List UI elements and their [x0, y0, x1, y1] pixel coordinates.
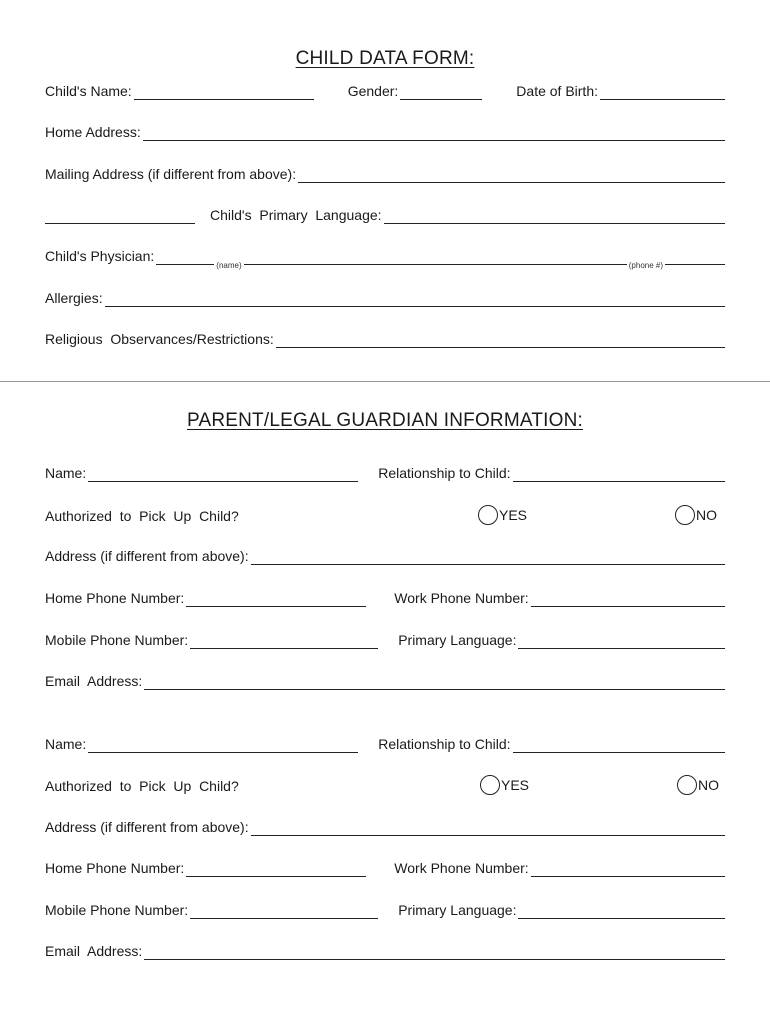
email-field[interactable] — [144, 941, 725, 960]
work-phone-label: Work Phone Number: — [394, 590, 529, 606]
guardian-2-mobile-row — [45, 899, 725, 919]
child-form-title: CHILD DATA FORM: — [295, 48, 475, 69]
guardian-2-email-row — [45, 940, 725, 960]
mailing-address-row — [45, 163, 725, 183]
guardian-1-name-row — [45, 462, 725, 482]
pickup-label: Authorized to Pick Up Child? — [45, 778, 239, 794]
work-phone-label: Work Phone Number: — [394, 860, 529, 876]
home-address-label: Home Address: — [45, 124, 141, 140]
relationship-field[interactable] — [513, 463, 725, 482]
guardian-language-label: Primary Language: — [398, 632, 517, 648]
physician-label: Child's Physician: — [45, 248, 155, 264]
gender-label: Gender: — [347, 83, 399, 99]
physician-name-hint: (name) — [216, 261, 242, 270]
guardian-language-field[interactable] — [518, 630, 725, 649]
home-phone-label: Home Phone Number: — [45, 590, 185, 606]
email-field[interactable] — [144, 671, 725, 690]
pickup-yes-label: YES — [501, 777, 530, 793]
physician-row — [45, 245, 725, 270]
relationship-label: Relationship to Child: — [378, 736, 511, 752]
home-address-field[interactable] — [143, 122, 725, 141]
religious-row — [45, 328, 725, 348]
child-name-field[interactable] — [134, 81, 314, 100]
home-address-row — [45, 121, 725, 141]
mobile-phone-label: Mobile Phone Number: — [45, 902, 189, 918]
child-name-label: Child's Name: — [45, 83, 132, 99]
pickup-yes-radio[interactable] — [478, 505, 498, 525]
guardian-name-label: Name: — [45, 736, 87, 752]
guardian-2-phone-row — [45, 857, 725, 877]
mobile-phone-field[interactable] — [190, 630, 378, 649]
guardian-address-label: Address (if different from above): — [45, 548, 249, 564]
guardian-1-mobile-row — [45, 629, 725, 649]
pickup-no-label: NO — [696, 507, 717, 523]
email-label: Email Address: — [45, 943, 143, 959]
physician-phone-field[interactable] — [665, 246, 725, 265]
guardian-1-pickup-row — [45, 505, 725, 525]
physician-field-start[interactable] — [156, 246, 214, 265]
religious-label: Religious Observances/Restrictions: — [45, 331, 274, 347]
guardian-2-pickup-row — [45, 775, 725, 795]
pickup-no-radio[interactable] — [675, 505, 695, 525]
pickup-yes-option[interactable] — [478, 505, 527, 525]
work-phone-field[interactable] — [531, 588, 725, 607]
child-language-row — [45, 204, 725, 224]
mobile-phone-label: Mobile Phone Number: — [45, 632, 189, 648]
child-language-label: Child's Primary Language: — [210, 207, 382, 223]
pickup-yes-label: YES — [499, 507, 528, 523]
allergies-row — [45, 287, 725, 307]
allergies-label: Allergies: — [45, 290, 103, 306]
pickup-no-option[interactable] — [675, 505, 717, 525]
guardian-1-email-row — [45, 670, 725, 690]
guardian-2-name-row — [45, 733, 725, 753]
guardian-language-field[interactable] — [518, 900, 725, 919]
pickup-label: Authorized to Pick Up Child? — [45, 508, 239, 524]
physician-phone-hint: (phone #) — [628, 261, 663, 270]
guardian-1-phone-row — [45, 587, 725, 607]
pickup-no-option[interactable] — [677, 775, 719, 795]
guardian-name-field[interactable] — [88, 734, 358, 753]
pickup-no-label: NO — [698, 777, 719, 793]
pickup-yes-radio[interactable] — [480, 775, 500, 795]
mailing-address-continued-field[interactable] — [45, 205, 195, 224]
pickup-yes-option[interactable] — [480, 775, 529, 795]
relationship-label: Relationship to Child: — [378, 465, 511, 481]
work-phone-field[interactable] — [531, 858, 725, 877]
allergies-field[interactable] — [105, 288, 725, 307]
guardian-address-field[interactable] — [251, 546, 725, 565]
gender-field[interactable] — [400, 81, 482, 100]
pickup-no-radio[interactable] — [677, 775, 697, 795]
physician-name-field[interactable] — [244, 246, 627, 265]
home-phone-field[interactable] — [186, 588, 366, 607]
mailing-address-label: Mailing Address (if different from above): — [45, 166, 297, 182]
guardian-language-label: Primary Language: — [398, 902, 517, 918]
email-label: Email Address: — [45, 673, 143, 689]
dob-field[interactable] — [600, 81, 725, 100]
mobile-phone-field[interactable] — [190, 900, 378, 919]
relationship-field[interactable] — [513, 734, 725, 753]
guardian-section-title: PARENT/LEGAL GUARDIAN INFORMATION: — [187, 410, 583, 431]
guardian-name-field[interactable] — [88, 463, 358, 482]
guardian-address-label: Address (if different from above): — [45, 819, 249, 835]
section-divider — [0, 381, 770, 382]
mailing-address-field[interactable] — [298, 164, 725, 183]
guardian-address-field[interactable] — [251, 817, 725, 836]
dob-label: Date of Birth: — [516, 83, 598, 99]
guardian-2-address-row — [45, 816, 725, 836]
guardian-1-address-row — [45, 545, 725, 565]
child-name-row — [45, 80, 725, 100]
religious-field[interactable] — [276, 329, 725, 348]
home-phone-label: Home Phone Number: — [45, 860, 185, 876]
guardian-name-label: Name: — [45, 465, 87, 481]
child-language-field[interactable] — [384, 205, 725, 224]
home-phone-field[interactable] — [186, 858, 366, 877]
